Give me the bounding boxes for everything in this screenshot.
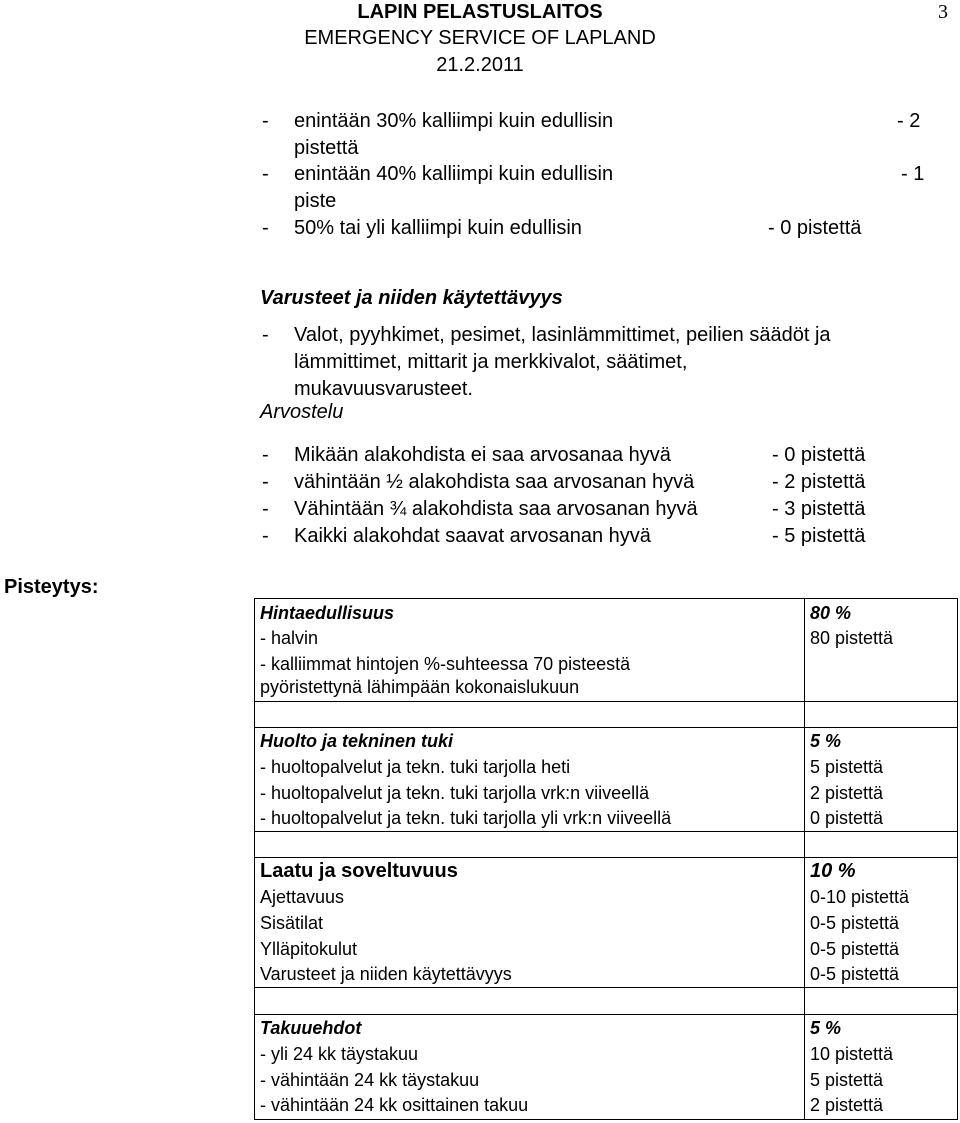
section-weight: 80 %	[810, 603, 852, 623]
list-dash: -	[262, 471, 269, 493]
table-row-item: - yli 24 kk täystakuu	[260, 1044, 419, 1064]
table-border	[254, 1014, 958, 1015]
table-border	[254, 598, 958, 599]
section-weight: 10 %	[810, 860, 856, 882]
page-number: 3	[938, 1, 948, 23]
document-date: 21.2.2011	[436, 54, 524, 76]
table-row-item: Sisätilat	[260, 913, 324, 933]
price-item-score: - 2	[897, 110, 921, 132]
table-border	[254, 857, 958, 858]
rating-score: - 5 pistettä	[772, 525, 866, 547]
table-border	[254, 987, 958, 988]
table-border	[254, 701, 958, 702]
table-row-points: 0 pistettä	[810, 808, 884, 828]
list-dash: -	[262, 163, 269, 185]
section-title: Huolto ja tekninen tuki	[260, 731, 454, 751]
org-name-fi: LAPIN PELASTUSLAITOS	[357, 1, 603, 23]
scoring-label: Pisteytys:	[4, 576, 99, 598]
equipment-line: mukavuusvarusteet.	[294, 378, 473, 400]
rating-text: Mikään alakohdista ei saa arvosanaa hyvä	[294, 444, 671, 466]
table-row-item: - halvin	[260, 628, 319, 648]
equipment-line: Valot, pyyhkimet, pesimet, lasinlämmittimet, peilien säädöt ja	[294, 324, 831, 346]
section-title: Hintaedullisuus	[260, 603, 395, 623]
equipment-line: lämmittimet, mittarit ja merkkivalot, säätimet,	[294, 351, 688, 373]
table-row-item: Varusteet ja niiden käytettävyys	[260, 964, 512, 984]
price-item-text: enintään 30% kalliimpi kuin edullisin	[294, 110, 614, 132]
table-row-points: 80 pistettä	[810, 628, 894, 648]
list-dash: -	[262, 217, 269, 239]
rating-label: Arvostelu	[260, 401, 344, 423]
rating-score: - 2 pistettä	[772, 471, 866, 493]
rating-text: Vähintään ¾ alakohdista saa arvosanan hyvä	[294, 498, 698, 520]
section-weight: 5 %	[810, 731, 842, 751]
table-row-points: 10 pistettä	[810, 1044, 894, 1064]
price-item-score-cont: piste	[294, 190, 337, 212]
table-row-points: 2 pistettä	[810, 783, 884, 803]
table-row-points: 0-10 pistettä	[810, 887, 910, 907]
table-row-item: - huoltopalvelut ja tekn. tuki tarjolla yli vrk:n viiveellä	[260, 808, 672, 828]
price-item-score: - 0 pistettä	[768, 217, 862, 239]
table-row-item: Ajettavuus	[260, 887, 345, 907]
price-item-score-cont: pistettä	[294, 137, 359, 159]
table-border	[804, 598, 805, 1120]
table-row-points: 0-5 pistettä	[810, 913, 900, 933]
section-title: Takuuehdot	[260, 1018, 362, 1038]
table-row-item: - kalliimmat hintojen %-suhteessa 70 pisteestä	[260, 654, 631, 674]
rating-text: vähintään ½ alakohdista saa arvosanan hyvä	[294, 471, 695, 493]
section-weight: 5 %	[810, 1018, 842, 1038]
table-border	[254, 727, 958, 728]
list-dash: -	[262, 444, 269, 466]
table-row-item: - vähintään 24 kk osittainen takuu	[260, 1095, 529, 1115]
list-dash: -	[262, 324, 269, 346]
scoring-table	[254, 598, 958, 1120]
price-item-score: - 1	[901, 163, 925, 185]
table-border	[254, 1119, 958, 1120]
rating-score: - 3 pistettä	[772, 498, 866, 520]
list-dash: -	[262, 525, 269, 547]
price-item-text: 50% tai yli kalliimpi kuin edullisin	[294, 217, 582, 239]
table-row-points: 5 pistettä	[810, 757, 884, 777]
table-row-points: 0-5 pistettä	[810, 939, 900, 959]
table-row-points: 5 pistettä	[810, 1070, 884, 1090]
table-row-item: - vähintään 24 kk täystakuu	[260, 1070, 480, 1090]
price-item-text: enintään 40% kalliimpi kuin edullisin	[294, 163, 614, 185]
table-row-points: 2 pistettä	[810, 1095, 884, 1115]
table-row-item: - huoltopalvelut ja tekn. tuki tarjolla heti	[260, 757, 571, 777]
section-heading: Varusteet ja niiden käytettävyys	[260, 287, 563, 309]
list-dash: -	[262, 498, 269, 520]
table-border	[254, 598, 255, 1120]
table-border	[957, 598, 958, 1120]
list-dash: -	[262, 110, 269, 132]
table-border	[254, 831, 958, 832]
table-row-item: - huoltopalvelut ja tekn. tuki tarjolla vrk:n viiveellä	[260, 783, 650, 803]
section-title: Laatu ja soveltuvuus	[260, 860, 458, 882]
rating-score: - 0 pistettä	[772, 444, 866, 466]
table-row-points: 0-5 pistettä	[810, 964, 900, 984]
table-row-item: pyöristettynä lähimpään kokonaislukuun	[260, 677, 580, 697]
rating-text: Kaikki alakohdat saavat arvosanan hyvä	[294, 525, 651, 547]
org-name-en: EMERGENCY SERVICE OF LAPLAND	[304, 27, 656, 49]
table-row-item: Ylläpitokulut	[260, 939, 358, 959]
